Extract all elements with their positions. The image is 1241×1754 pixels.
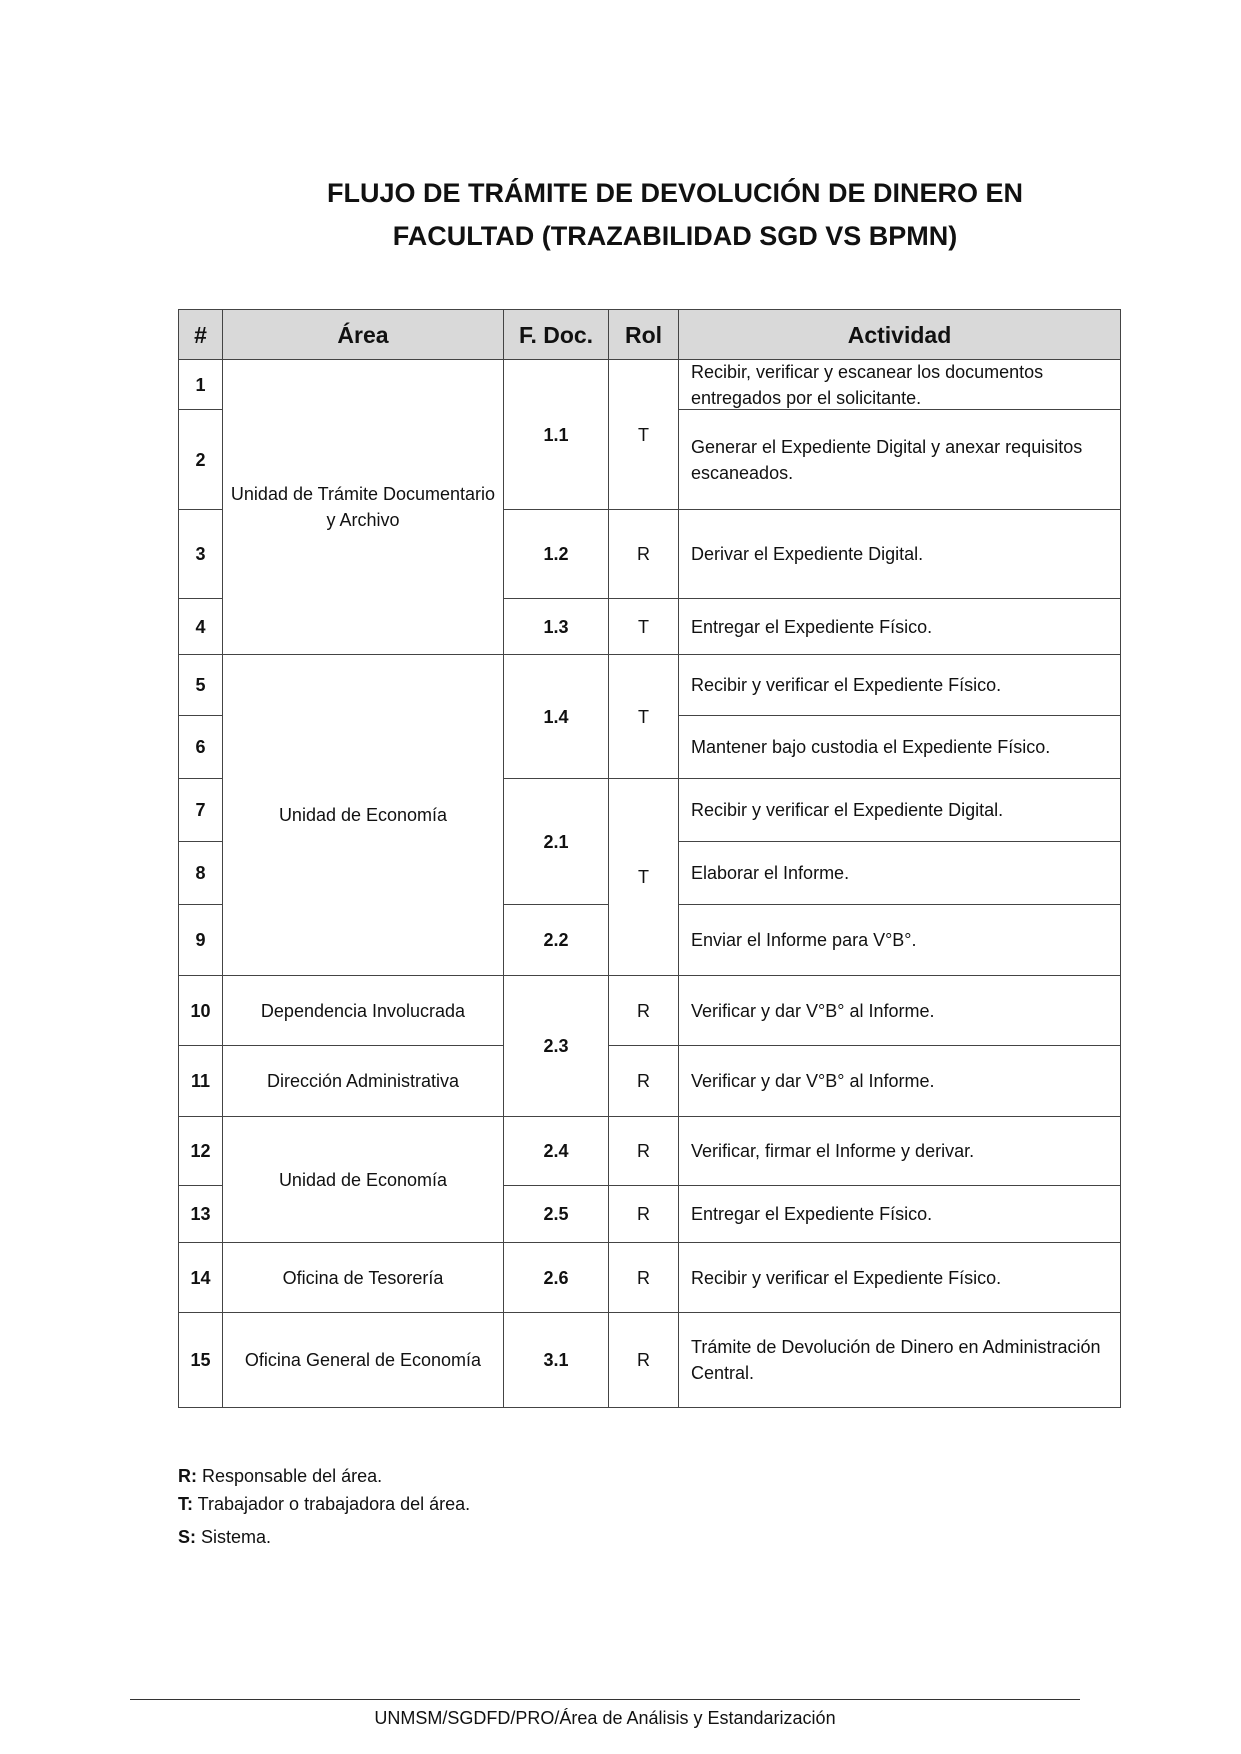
role-cell: T — [608, 654, 679, 779]
row-number: 13 — [178, 1185, 223, 1243]
role-cell: T — [608, 359, 679, 510]
role-cell: T — [608, 778, 679, 976]
activity-cell: Trámite de Devolución de Dinero en Administración Central. — [678, 1312, 1121, 1408]
header-num: # — [178, 309, 223, 360]
activity-cell: Recibir y verificar el Expediente Digital. — [678, 778, 1121, 842]
page-footer: UNMSM/SGDFD/PRO/Área de Análisis y Estandarización — [374, 1708, 836, 1728]
fdoc-cell: 1.3 — [503, 598, 609, 655]
fdoc-cell: 2.4 — [503, 1116, 609, 1186]
header-fdoc: F. Doc. — [503, 309, 609, 360]
legend-key: R: — [178, 1466, 197, 1486]
row-number: 12 — [178, 1116, 223, 1186]
activity-cell: Elaborar el Informe. — [678, 841, 1121, 905]
row-number: 15 — [178, 1312, 223, 1408]
footer-rule — [130, 1699, 1080, 1700]
activity-cell: Recibir, verificar y escanear los documentos entregados por el solicitante. — [678, 359, 1121, 410]
title-line-1: FLUJO DE TRÁMITE DE DEVOLUCIÓN DE DINERO EN — [326, 178, 1024, 208]
role-cell: T — [608, 598, 679, 655]
row-number: 1 — [178, 359, 223, 410]
role-cell: R — [608, 1242, 679, 1313]
legend-item-s — [178, 1527, 271, 1548]
role-cell: R — [608, 1045, 679, 1117]
row-number: 5 — [178, 654, 223, 716]
role-cell: R — [608, 975, 679, 1046]
row-number: 2 — [178, 409, 223, 510]
activity-cell: Generar el Expediente Digital y anexar requisitos escaneados. — [678, 409, 1121, 510]
activity-cell: Recibir y verificar el Expediente Físico. — [678, 654, 1121, 716]
legend-text: Trabajador o trabajadora del área. — [193, 1494, 471, 1514]
activity-cell: Enviar el Informe para V°B°. — [678, 904, 1121, 976]
fdoc-cell: 2.1 — [503, 778, 609, 905]
activity-cell: Mantener bajo custodia el Expediente Físico. — [678, 715, 1121, 779]
area-cell: Unidad de Trámite Documentario y Archivo — [222, 359, 504, 655]
activity-cell: Verificar, firmar el Informe y derivar. — [678, 1116, 1121, 1186]
activity-cell: Verificar y dar V°B° al Informe. — [678, 975, 1121, 1046]
header-actividad: Actividad — [678, 309, 1121, 360]
area-cell: Unidad de Economía — [222, 654, 504, 976]
fdoc-cell: 3.1 — [503, 1312, 609, 1408]
legend-text: Responsable del área. — [197, 1466, 383, 1486]
activity-cell: Entregar el Expediente Físico. — [678, 598, 1121, 655]
fdoc-cell: 1.4 — [503, 654, 609, 779]
row-number: 3 — [178, 509, 223, 599]
fdoc-cell: 2.2 — [503, 904, 609, 976]
fdoc-cell: 2.6 — [503, 1242, 609, 1313]
fdoc-cell: 2.3 — [503, 975, 609, 1117]
document-title — [200, 172, 1150, 258]
activity-cell: Verificar y dar V°B° al Informe. — [678, 1045, 1121, 1117]
fdoc-cell: 1.1 — [503, 359, 609, 510]
fdoc-cell: 2.5 — [503, 1185, 609, 1243]
row-number: 14 — [178, 1242, 223, 1313]
area-cell: Dirección Administrativa — [222, 1045, 504, 1117]
legend-item-r — [178, 1466, 382, 1487]
role-cell: R — [608, 509, 679, 599]
area-cell: Oficina de Tesorería — [222, 1242, 504, 1313]
row-number: 9 — [178, 904, 223, 976]
area-cell: Dependencia Involucrada — [222, 975, 504, 1046]
header-rol: Rol — [608, 309, 679, 360]
activity-cell: Derivar el Expediente Digital. — [678, 509, 1121, 599]
role-cell: R — [608, 1185, 679, 1243]
role-cell: R — [608, 1116, 679, 1186]
activity-cell: Recibir y verificar el Expediente Físico. — [678, 1242, 1121, 1313]
activity-cell: Entregar el Expediente Físico. — [678, 1185, 1121, 1243]
legend-key: T: — [178, 1494, 193, 1514]
role-cell: R — [608, 1312, 679, 1408]
area-cell: Unidad de Economía — [222, 1116, 504, 1243]
row-number: 11 — [178, 1045, 223, 1117]
row-number: 6 — [178, 715, 223, 779]
title-line-2: FACULTAD (TRAZABILIDAD SGD VS BPMN) — [392, 221, 958, 251]
area-cell: Oficina General de Economía — [222, 1312, 504, 1408]
row-number: 10 — [178, 975, 223, 1046]
legend-text: Sistema. — [196, 1527, 272, 1547]
header-area: Área — [222, 309, 504, 360]
legend-key: S: — [178, 1527, 196, 1547]
process-table — [178, 309, 1120, 1450]
legend-item-t — [178, 1494, 470, 1515]
row-number: 4 — [178, 598, 223, 655]
fdoc-cell: 1.2 — [503, 509, 609, 599]
row-number: 7 — [178, 778, 223, 842]
row-number: 8 — [178, 841, 223, 905]
